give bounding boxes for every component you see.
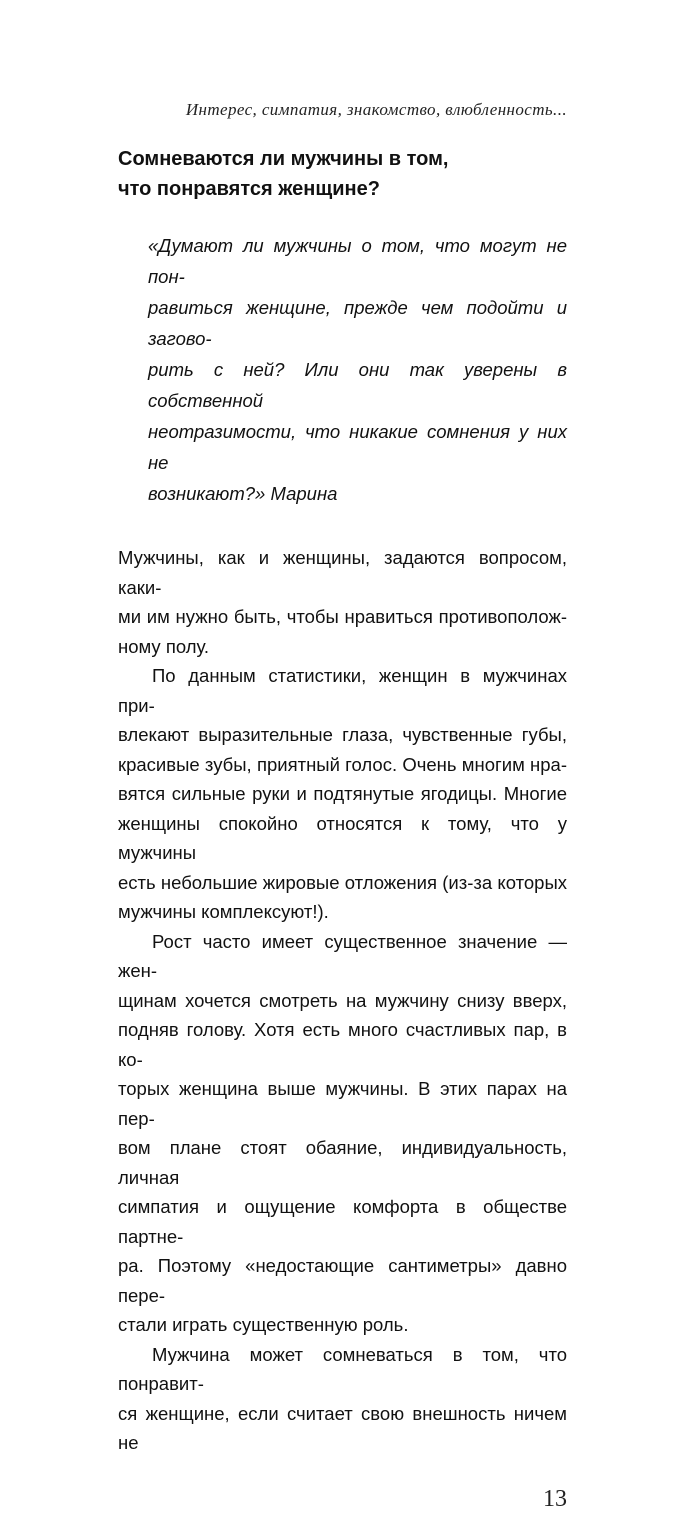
- body-text: [118, 543, 567, 1458]
- paragraph-line: щинам хочется смотреть на мужчину снизу вверх,: [118, 989, 567, 1011]
- quote-line: возникают?» Марина: [148, 483, 338, 504]
- quote-line: неотразимости, что никакие сомнения у них не: [148, 421, 567, 473]
- page-number: 13: [543, 1485, 567, 1512]
- paragraph-line: женщины спокойно относятся к тому, что у мужчины: [118, 812, 567, 863]
- section-title: [118, 144, 567, 204]
- paragraph-line: стали играть существенную роль.: [118, 1314, 409, 1335]
- paragraph-line: ся женщине, если считает свою внешность ничем не: [118, 1402, 567, 1453]
- reader-quote: [148, 230, 567, 509]
- paragraph-line: есть небольшие жировые отложения (из-за которых: [118, 871, 567, 893]
- paragraph-line: Рост часто имеет существенное значение — жен-: [118, 930, 567, 981]
- paragraph-line: По данным статистики, женщин в мужчинах при-: [118, 665, 567, 716]
- paragraph-line: ному полу.: [118, 635, 210, 657]
- paragraph-line: мужчины комплексуют!).: [118, 901, 329, 922]
- paragraph-line: подняв голову. Хотя есть много счастливых пар, в ко-: [118, 1019, 567, 1070]
- title-line: что понравятся женщине?: [118, 178, 380, 200]
- running-head: Интерес, симпатия, знакомство, влюбленность...: [185, 100, 567, 119]
- paragraph-line: влекают выразительные глаза, чувственные губы,: [118, 724, 567, 745]
- quote-line: рить с ней? Или они так уверены в собственной: [148, 359, 567, 411]
- paragraph-line: Мужчины, как и женщины, задаются вопросом, каки-: [118, 547, 567, 598]
- paragraph-line: торых женщина выше мужчины. В этих парах на пер-: [118, 1078, 567, 1129]
- paragraph-line: вом плане стоят обаяние, индивидуальность, личная: [118, 1137, 567, 1188]
- book-page: [118, 0, 567, 1514]
- paragraph-line: Мужчина может сомневаться в том, что понравит-: [118, 1343, 567, 1394]
- quote-line: «Думают ли мужчины о том, что могут не пон-: [148, 235, 567, 287]
- title-line: Сомневаются ли мужчины в том,: [118, 148, 449, 170]
- quote-line: равиться женщине, прежде чем подойти и загово-: [148, 297, 567, 349]
- paragraph-line: симпатия и ощущение комфорта в обществе партне-: [118, 1196, 567, 1247]
- paragraph-line: красивые зубы, приятный голос. Очень многим нра-: [118, 753, 567, 775]
- paragraph-line: вятся сильные руки и подтянутые ягодицы. Многие: [118, 783, 567, 804]
- paragraph-line: ра. Поэтому «недостающие сантиметры» давно пере-: [118, 1255, 567, 1306]
- paragraph-line: ми им нужно быть, чтобы нравиться противополож-: [118, 606, 567, 627]
